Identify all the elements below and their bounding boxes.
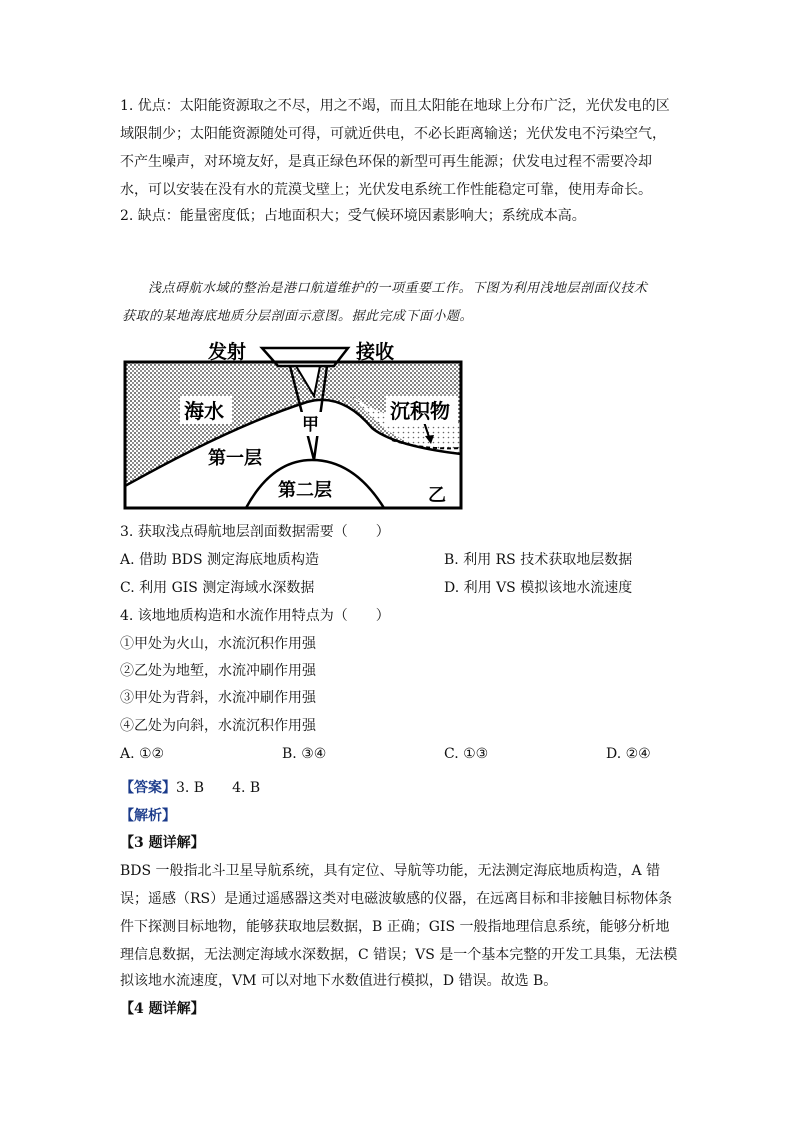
label-layer-2: 第二层 <box>278 480 332 501</box>
q3-option-c: C. 利用 GIS 测定海域水深数据 <box>120 580 315 596</box>
label-seawater: 海水 <box>184 399 224 423</box>
q4-statement-4: ④乙处为向斜，水流沉积作用强 <box>120 718 316 734</box>
q3-option-a: A. 借助 BDS 测定海底地质构造 <box>120 552 320 568</box>
q4-option-b: B. ③④ <box>282 746 327 762</box>
disadvantages-line: 2. 缺点：能量密度低；占地面积大；受气候环境因素影响大；系统成本高。 <box>120 208 586 224</box>
q3-detail-line-2: 误；遥感（RS）是通过遥感器这类对电磁波敏感的仪器，在远离目标和非接触目标物体条 <box>120 891 673 907</box>
q4-option-a: A. ①② <box>120 746 165 762</box>
intro-line-2: 获取的某地海底地质分层剖面示意图。据此完成下面小题。 <box>122 309 474 324</box>
q3-detail-heading: 【3 题详解】 <box>120 835 205 851</box>
answer-text: 3. B 4. B <box>176 780 261 796</box>
label-emit: 发射 <box>208 341 247 363</box>
advantages-line-4: 水，可以安装在没有水的荒漠戈壁上；光伏发电系统工作性能稳定可靠，使用寿命长。 <box>120 182 652 198</box>
q4-detail-heading: 【4 题详解】 <box>120 1001 205 1017</box>
label-receive: 接收 <box>356 341 395 363</box>
q3-stem: 3. 获取浅点碍航地层剖面数据需要（ ） <box>120 524 390 540</box>
advantages-line-3: 不产生噪声，对环境友好，是真正绿色环保的新型可再生能源；伏发电过程不需要冷却 <box>120 154 652 170</box>
q3-option-d: D. 利用 VS 模拟该地水流速度 <box>444 580 633 596</box>
q4-stem: 4. 该地地质构造和水流作用特点为（ ） <box>120 608 390 624</box>
label-sediment: 沉积物 <box>390 399 450 423</box>
q4-statement-2: ②乙处为地堑，水流冲刷作用强 <box>120 663 316 679</box>
q4-statement-1: ①甲处为火山，水流沉积作用强 <box>120 636 316 652</box>
q3-option-b: B. 利用 RS 技术获取地层数据 <box>444 552 633 568</box>
q3-detail-line-3: 件下探测目标地物，能够获取地层数据，B 正确；GIS 一般指地理信息系统，能够分析地 <box>120 919 670 935</box>
q4-option-c: C. ①③ <box>444 746 489 762</box>
answer-label: 【答案】 <box>120 780 176 796</box>
q3-detail-line-1: BDS 一般指北斗卫星导航系统，具有定位、导航等功能，无法测定海底地质构造，A 错 <box>120 863 661 879</box>
q3-detail-line-4: 理信息数据，无法测定海域水深数据，C 错误；VS 是一个基本完整的开发工具集，无法模 <box>120 947 678 963</box>
q4-option-d: D. ②④ <box>606 746 651 762</box>
label-jia: 甲 <box>302 415 319 435</box>
answer-line <box>120 774 260 802</box>
label-layer-1: 第一层 <box>208 448 262 469</box>
analysis-label: 【解析】 <box>120 808 176 824</box>
advantages-line-2: 域限制少；太阳能资源随处可得，可就近供电，不必长距离输送；光伏发电不污染空气， <box>120 126 666 142</box>
advantages-line-1: 1. 优点：太阳能资源取之不尽，用之不竭，而且太阳能在地球上分布广泛，光伏发电的区 <box>120 98 670 114</box>
seabed-profile-figure <box>122 336 464 512</box>
label-yi: 乙 <box>428 485 446 506</box>
q3-detail-line-5: 拟该地水流速度，VM 可以对地下水数值进行模拟，D 错误。故选 B。 <box>120 973 558 989</box>
intro-line-1: 浅点碍航水域的整治是港口航道维护的一项重要工作。下图为利用浅地层剖面仪技术 <box>148 281 648 296</box>
q4-statement-3: ③甲处为背斜，水流冲刷作用强 <box>120 690 316 706</box>
